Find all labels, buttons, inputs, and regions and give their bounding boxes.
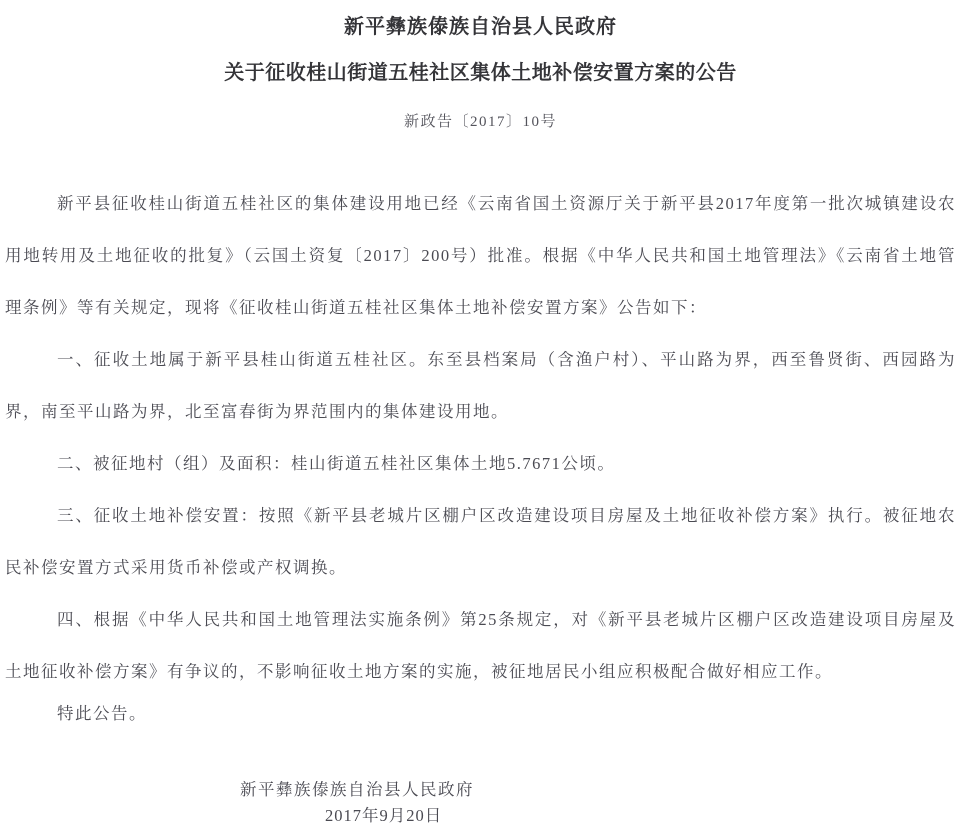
- item-4-paragraph: 四、根据《中华人民共和国土地管理法实施条例》第25条规定，对《新平县老城片区棚户区改造建设项目房屋及土地征收补偿方案》有争议的，不影响征收土地方案的实施，被征地居民小组应积极配合做好相应工作。: [5, 610, 956, 681]
- item-3-paragraph: 三、征收土地补偿安置：按照《新平县老城片区棚户区改造建设项目房屋及土地征收补偿方案》执行。被征地农民补偿安置方式采用货币补偿或产权调换。: [5, 506, 956, 577]
- item-2-paragraph: 二、被征地村（组）及面积：桂山街道五桂社区集体土地5.7671公顷。: [57, 454, 616, 473]
- announcement-title: 关于征收桂山街道五桂社区集体土地补偿安置方案的公告: [224, 62, 737, 84]
- issuing-authority-title: 新平彝族傣族自治县人民政府: [344, 16, 617, 38]
- document-number: 新政告〔2017〕10号: [403, 114, 557, 130]
- document-body: [5, 178, 956, 740]
- signature-date: 2017年9月20日: [325, 806, 443, 825]
- closing-line: 特此公告。: [57, 704, 147, 723]
- signature-authority: 新平彝族傣族自治县人民政府: [240, 780, 474, 799]
- item-1-paragraph: 一、征收土地属于新平县桂山街道五桂社区。东至县档案局（含渔户村）、平山路为界，西至鲁贤街、西园路为界，南至平山路为界，北至富春街为界范围内的集体建设用地。: [5, 350, 956, 421]
- intro-paragraph: 新平县征收桂山街道五桂社区的集体建设用地已经《云南省国土资源厅关于新平县2017年度第一批次城镇建设农用地转用及土地征收的批复》（云国土资复〔2017〕200号）批准。根据《中华人民共和国土地管理法》《云南省土地管理条例》等有关规定，现将《征收桂山街道五桂社区集体土地补偿安置方案》公告如下：: [5, 194, 956, 317]
